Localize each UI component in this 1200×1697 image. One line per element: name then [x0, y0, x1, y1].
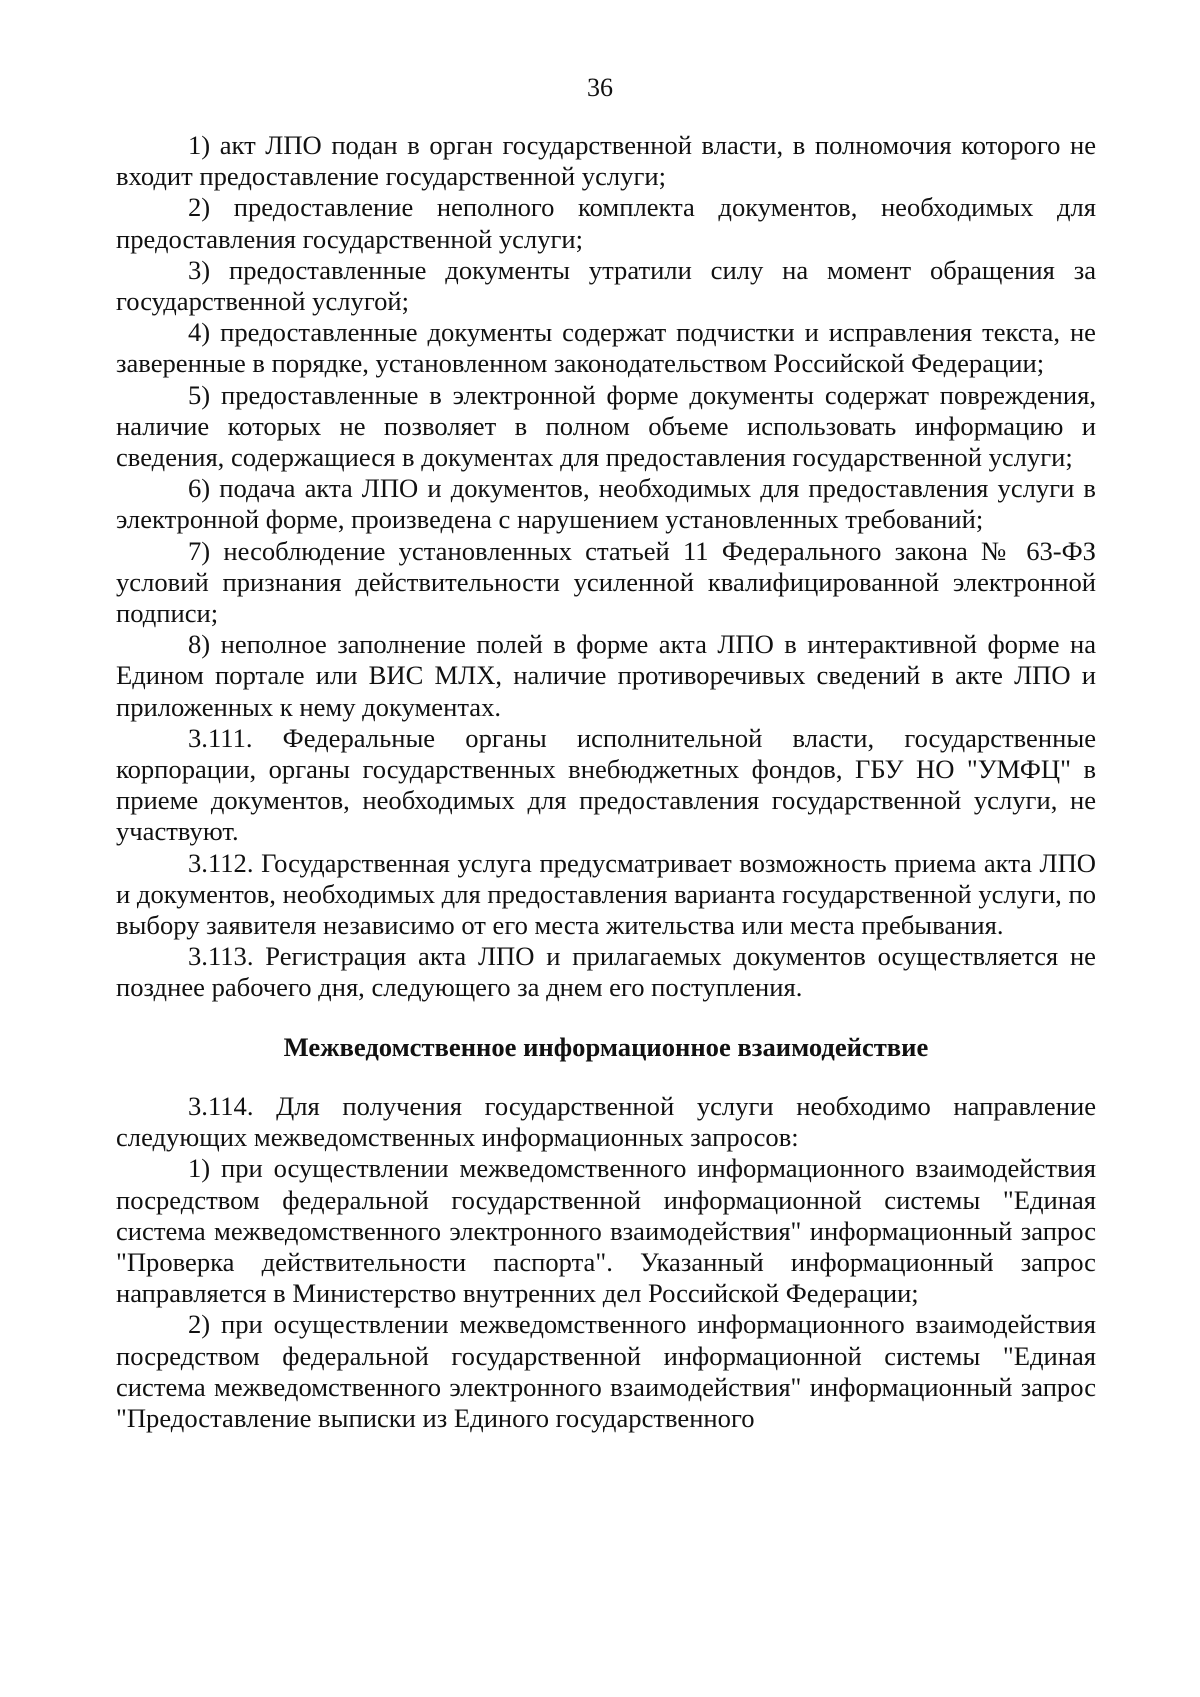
- list-item: 3) предоставленные документы утратили силу на момент обращения за государственной услугой;: [116, 254, 1096, 317]
- list-item: 2) при осуществлении межведомственного информационного взаимодействия посредством федеральной государственной информационной системы "Единая система межведомственного электронного взаимодействия" информационный запрос "Предоставление выписки из Единого государственного: [116, 1309, 1096, 1433]
- document-body: [116, 130, 1096, 1434]
- list-item: 8) неполное заполнение полей в форме акта ЛПО в интерактивной форме на Едином портале или ВИС МЛХ, наличие противоречивых сведений в акте ЛПО и приложенных к нему документах.: [116, 629, 1096, 722]
- page-number: 36: [587, 73, 613, 102]
- list-item: 6) подача акта ЛПО и документов, необходимых для предоставления услуги в электронной форме, произведена с нарушением установленных требований;: [116, 473, 1096, 535]
- clause-3-111: 3.111. Федеральные органы исполнительной власти, государственные корпорации, органы государственных внебюджетных фондов, ГБУ НО "УМФЦ" в приеме документов, необходимых для предоставления государственной услуги, не участвуют.: [116, 722, 1096, 847]
- list-item: 5) предоставленные в электронной форме документы содержат повреждения, наличие которых не позволяет в полном объеме использовать информацию и сведения, содержащиеся в документах для предоставления государственной услуги;: [116, 379, 1096, 473]
- list-item: 1) при осуществлении межведомственного информационного взаимодействия посредством федеральной государственной информационной системы "Единая система межведомственного электронного взаимодействия" информационный запрос "Проверка действительности паспорта". Указанный информационный запрос направляется в Министерство внутренних дел Российской Федерации;: [116, 1153, 1096, 1309]
- clause-3-113: 3.113. Регистрация акта ЛПО и прилагаемых документов осуществляется не позднее рабочего дня, следующего за днем его поступления.: [116, 941, 1096, 1003]
- clause-3-114: 3.114. Для получения государственной услуги необходимо направление следующих межведомственных информационных запросов:: [116, 1090, 1096, 1153]
- section-heading: Межведомственное информационное взаимодействие: [283, 1031, 929, 1062]
- clause-3-112: 3.112. Государственная услуга предусматривает возможность приема акта ЛПО и документов, необходимых для предоставления варианта государственной услуги, по выбору заявителя независимо от его места жительства или места пребывания.: [116, 847, 1096, 941]
- list-item: 7) несоблюдение установленных статьей 11 Федерального закона № 63-ФЗ условий признания действительности усиленной квалифицированной электронной подписи;: [116, 535, 1096, 629]
- list-item: 4) предоставленные документы содержат подчистки и исправления текста, не заверенные в порядке, установленном законодательством Российской Федерации;: [116, 317, 1096, 379]
- list-item: 2) предоставление неполного комплекта документов, необходимых для предоставления государственной услуги;: [116, 192, 1096, 254]
- list-item: 1) акт ЛПО подан в орган государственной власти, в полномочия которого не входит предоставление государственной услуги;: [116, 130, 1096, 192]
